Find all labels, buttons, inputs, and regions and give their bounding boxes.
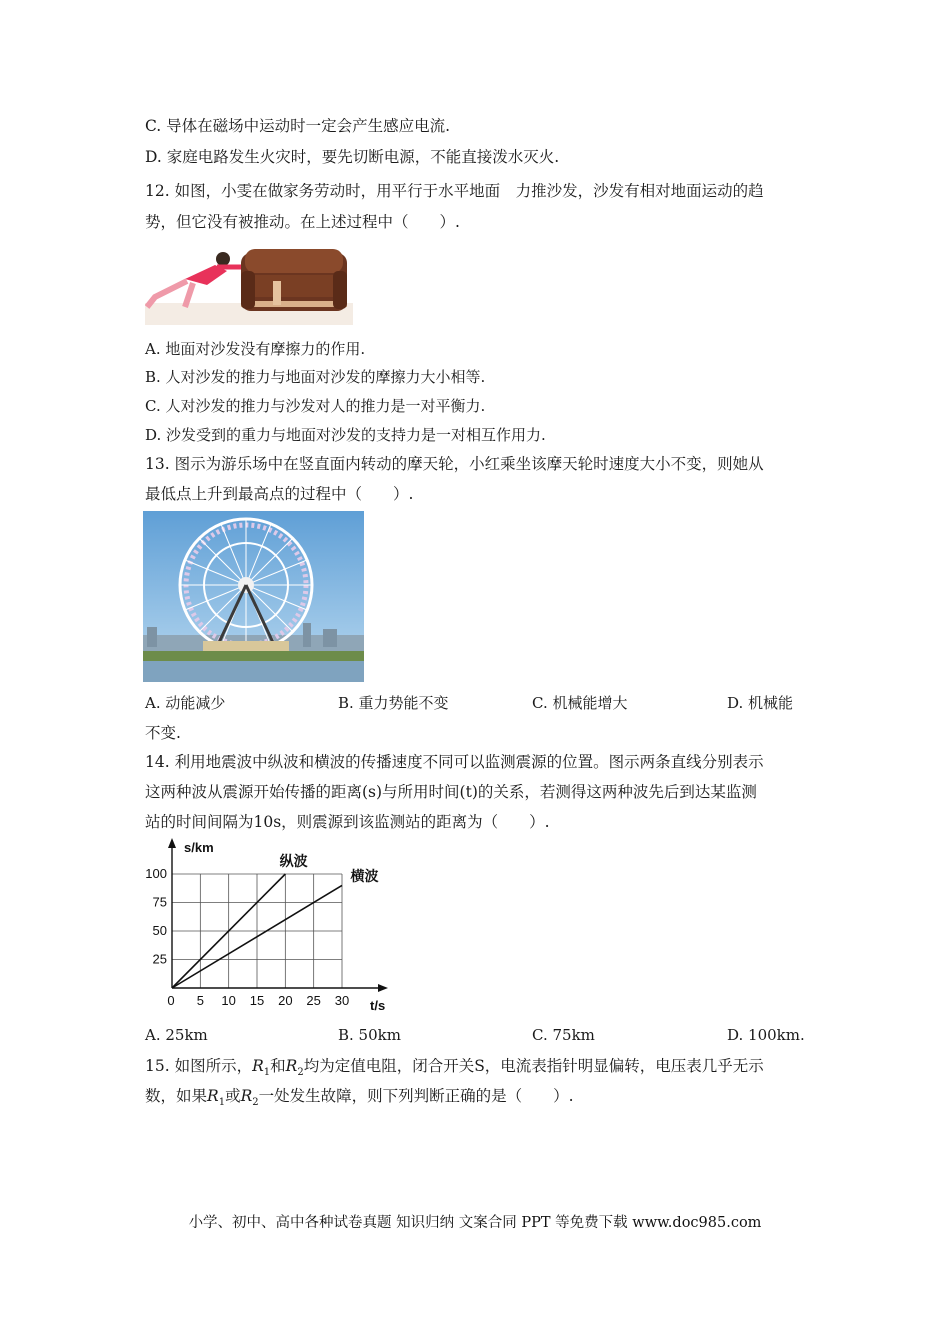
r1-subscript: 1 <box>263 1067 271 1079</box>
q15-stem-line1 <box>145 1055 764 1084</box>
page-footer: 小学、初中、高中各种试卷真题 知识归纳 文案合同 PPT 等免费下载 www.doc985.com <box>188 1215 762 1231</box>
q13-stem-line1: 13. 图示为游乐场中在竖直面内转动的摩天轮，小红乘坐该摩天轮时速度大小不变，则她从 <box>145 455 764 473</box>
q11-option-c: C. 导体在磁场中运动时一定会产生感应电流. <box>145 117 451 135</box>
x-tick-label: 25 <box>306 993 321 1008</box>
q13-option-d-tail: 不变. <box>145 724 181 742</box>
r1-subscript-2: 1 <box>218 1097 226 1109</box>
r2-symbol: R <box>285 1057 298 1075</box>
s-t-chart <box>140 838 390 1018</box>
q14-option-a: A. 25km <box>145 1026 208 1044</box>
y-axis-arrow <box>168 838 176 848</box>
chart-labels <box>145 840 385 1013</box>
q15-mid1: 和 <box>270 1057 286 1075</box>
q15-stem-line2 <box>145 1085 574 1114</box>
series-label-0: 纵波 <box>279 853 308 869</box>
q14-stem-line3: 站的时间间隔为10s，则震源到该监测站的距离为（ ）. <box>145 813 550 831</box>
x-axis-label: t/s <box>370 998 386 1013</box>
q13-option-b: B. 重力势能不变 <box>338 694 449 712</box>
q12-option-b: B. 人对沙发的推力与地面对沙发的摩擦力大小相等. <box>145 368 486 386</box>
q13-stem-line2: 最低点上升到最高点的过程中（ ）. <box>145 485 414 503</box>
q13-option-d: D. 机械能 <box>727 694 794 712</box>
y-axis-label: s/km <box>184 840 214 855</box>
x-tick-label: 10 <box>221 993 236 1008</box>
q12-option-c: C. 人对沙发的推力与沙发对人的推力是一对平衡力. <box>145 397 486 415</box>
q15-line2b: 或 <box>225 1087 241 1105</box>
r1-symbol-2: R <box>207 1087 219 1105</box>
r1-symbol: R <box>252 1057 264 1075</box>
q12-stem-line2: 势，但它没有被推动。在上述过程中（ ）. <box>145 213 460 231</box>
series-label-1: 横波 <box>350 867 379 884</box>
r2-subscript-2: 2 <box>252 1097 259 1109</box>
y-tick-label: 50 <box>152 923 167 938</box>
q14-option-c: C. 75km <box>532 1026 595 1044</box>
q13-option-c: C. 机械能增大 <box>532 694 628 712</box>
q13-option-a: A. 动能减少 <box>145 694 226 712</box>
x-tick-label: 20 <box>278 993 293 1008</box>
q12-stem-line1: 12. 如图，小雯在做家务劳动时，用平行于水平地面 力推沙发，沙发有相对地面运动的趋 <box>145 182 764 200</box>
q15-prefix: 15. 如图所示， <box>145 1057 253 1075</box>
chart-grid <box>172 874 342 988</box>
chart-axes <box>168 838 388 992</box>
y-tick-label: 100 <box>145 866 167 881</box>
x-tick-label: 0 <box>167 993 175 1008</box>
x-tick-label: 30 <box>334 993 350 1008</box>
y-tick-label: 75 <box>152 894 167 910</box>
x-axis-arrow <box>378 984 388 992</box>
x-tick-label: 5 <box>196 993 204 1008</box>
q15-line2c: 一处发生故障，则下列判断正确的是（ ）. <box>258 1087 574 1105</box>
q12-option-d: D. 沙发受到的重力与地面对沙发的支持力是一对相互作用力. <box>145 426 546 444</box>
ferris-wheel-photo <box>143 511 364 682</box>
r2-subscript: 2 <box>297 1067 304 1079</box>
q15-mid2: 均为定值电阻，闭合开关S，电流表指针明显偏转，电压表几乎无示 <box>303 1057 764 1075</box>
sofa-push-photo <box>145 245 353 325</box>
q12-option-a: A. 地面对沙发没有摩擦力的作用. <box>145 340 366 358</box>
x-tick-label: 15 <box>249 993 265 1008</box>
q14-stem-line1: 14. 利用地震波中纵波和横波的传播速度不同可以监测震源的位置。图示两条直线分别表示 <box>145 753 764 771</box>
r2-symbol-2: R <box>240 1087 253 1105</box>
q14-stem-line2: 这两种波从震源开始传播的距离(s)与所用时间(t)的关系，若测得这两种波先后到达某监测 <box>145 783 757 801</box>
y-tick-label: 25 <box>152 951 167 967</box>
q11-option-d: D. 家庭电路发生火灾时，要先切断电源，不能直接泼水灭火. <box>145 148 560 166</box>
q14-option-b: B. 50km <box>338 1026 401 1044</box>
q15-line2a: 数，如果 <box>145 1087 208 1105</box>
q14-option-d: D. 100km. <box>727 1026 805 1044</box>
